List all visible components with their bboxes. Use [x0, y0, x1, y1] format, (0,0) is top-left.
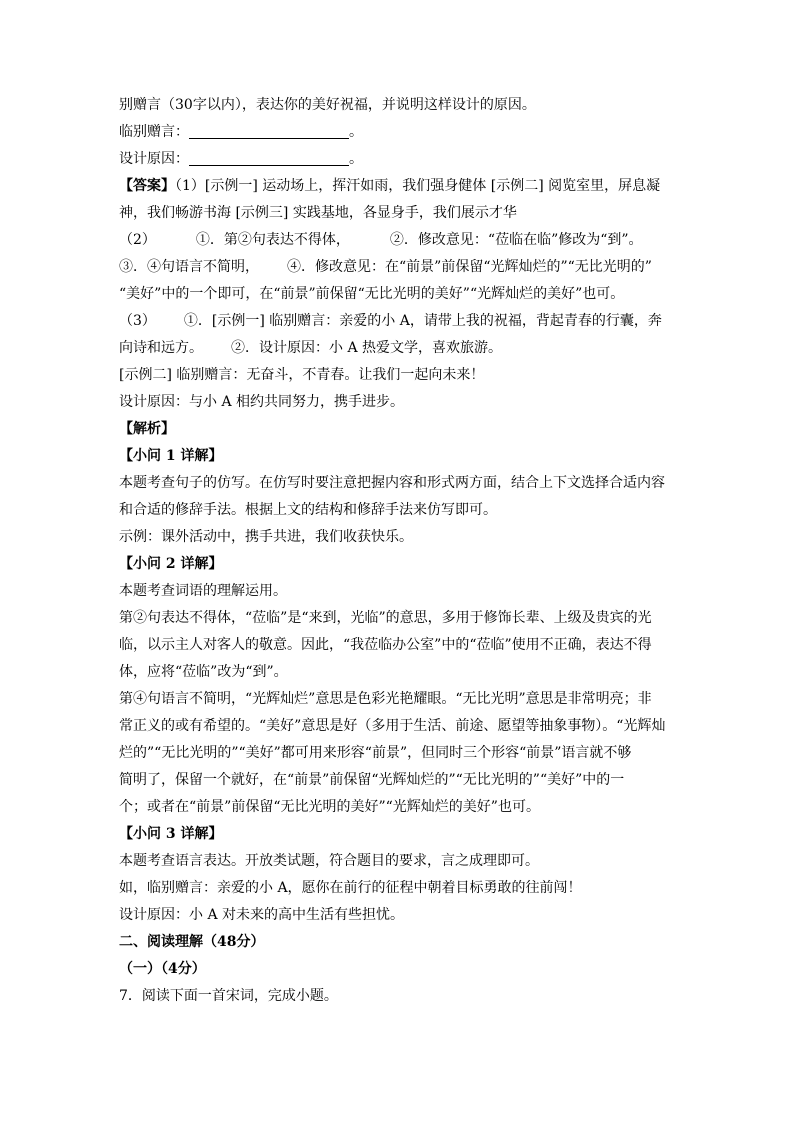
answer-2-line-3: “美好”中的一个即可，在“前景”前保留“无比光明的美好”“光辉灿烂的美好”也可。 — [119, 286, 625, 302]
analysis-text: 体，应将“莅临”改为“到”。 — [119, 664, 288, 680]
analysis-text: 设计原因：小 A 对未来的高中生活有些担忧。 — [119, 907, 405, 923]
farewell-message-line — [119, 119, 679, 146]
question-7-text: 7．阅读下面一首宋词，完成小题。 — [119, 988, 338, 1004]
answer-line — [119, 173, 679, 200]
design-reason-end: 。 — [349, 151, 363, 167]
analysis-text: 第②句表达不得体，“莅临”是“来到，光临”的意思，多用于修饰长辈、上级及贵宾的光 — [119, 610, 652, 626]
subquestion-1-heading: 【小问 1 详解】 — [119, 448, 223, 464]
subsection-heading: （一）（4分） — [119, 961, 206, 977]
farewell-end: 。 — [349, 124, 363, 140]
answer-3-number: （3） — [119, 313, 156, 329]
answer-3-part-2: ②．设计原因：小 A 热爱文学，喜欢旅游。 — [231, 340, 503, 356]
analysis-text: 常正义的或有希望的。“美好”意思是好（多用于生活、前途、愿望等抽象事物）。“光辉灿 — [119, 718, 666, 734]
answer-2-part-3: ③．④句语言不简明， — [119, 259, 259, 275]
subquestion-3-heading: 【小问 3 详解】 — [119, 826, 223, 842]
design-reason-label: 设计原因： — [119, 151, 189, 167]
design-reason-blank — [189, 149, 349, 166]
design-reason-line — [119, 146, 679, 173]
answer-3-part-1: ①．[示例一] 临别赠言：亲爱的小 A，请带上我的祝福，背起青春的行囊，奔 — [183, 313, 662, 329]
analysis-text: 本题考查词语的理解运用。 — [119, 583, 287, 599]
analysis-text: 本题考查句子的仿写。在仿写时要注意把握内容和形式两方面，结合上下文选择合适内容 — [119, 475, 665, 491]
answer-3-part-1-cont: 向诗和远方。 — [119, 340, 203, 356]
question-text: 别赠言（30字以内），表达你的美好祝福，并说明这样设计的原因。 — [119, 97, 536, 113]
analysis-text: 临，以示主人对客人的敬意。因此，“我莅临办公室”中的“莅临”使用不正确，表达不得 — [119, 637, 652, 653]
answer-3-example-2-reason: 设计原因：与小 A 相约共同努力，携手进步。 — [119, 394, 405, 410]
analysis-text: 本题考查语言表达。开放类试题，符合题目的要求，言之成理即可。 — [119, 853, 539, 869]
analysis-text: 第④句语言不简明，“光辉灿烂”意思是色彩光艳耀眼。“无比光明”意思是非常明亮；非 — [119, 691, 652, 707]
answer-2-number: （2） — [119, 232, 156, 248]
analysis-text: 个；或者在“前景”前保留“无比光明的美好”“光辉灿烂的美好”也可。 — [119, 799, 540, 815]
farewell-label: 临别赠言： — [119, 124, 189, 140]
farewell-blank — [189, 122, 349, 139]
analysis-text: 简明了，保留一个就好，在“前景”前保留“光辉灿烂的”“无比光明的”“美好”中的一 — [119, 772, 625, 788]
analysis-text: 和合适的修辞手法。根据上文的结构和修辞手法来仿写即可。 — [119, 502, 497, 518]
document-content — [119, 92, 679, 1010]
analysis-text: 烂的”“无比光明的”“美好”都可用来形容“前景”，但同时三个形容“前景”语言就不够 — [119, 745, 632, 761]
answer-text: （1）[示例一] 运动场上，挥汗如雨，我们强身健体 [示例二] 阅览室里，屏息凝 — [175, 178, 661, 194]
answer-tag: 【答案】 — [119, 178, 175, 194]
analysis-text: 如，临别赠言：亲爱的小 A，愿你在前行的征程中朝着目标勇敢的往前闯！ — [119, 880, 582, 896]
answer-2-part-1: ①．第②句表达不得体， — [195, 232, 350, 248]
answer-2-line-2 — [119, 254, 679, 281]
answer-3-line — [119, 308, 679, 335]
answer-3-example-2: [示例二] 临别赠言：无奋斗，不青春。让我们一起向未来！ — [119, 367, 485, 383]
section-heading: 二、阅读理解（48分） — [119, 934, 265, 950]
answer-2-part-2: ②．修改意见：“莅临在临”修改为“到”。 — [389, 232, 643, 248]
subquestion-2-heading: 【小问 2 详解】 — [119, 556, 223, 572]
answer-2-line — [119, 227, 679, 254]
answer-2-part-4: ④．修改意见：在“前景”前保留“光辉灿烂的”“无比光明的” — [287, 259, 652, 275]
answer-3-line-2 — [119, 335, 679, 362]
analysis-heading: 【解析】 — [119, 421, 175, 437]
answer-text-line: 神，我们畅游书海 [示例三] 实践基地，各显身手，我们展示才华 — [119, 205, 517, 221]
analysis-text: 示例：课外活动中，携手共进，我们收获快乐。 — [119, 529, 413, 545]
